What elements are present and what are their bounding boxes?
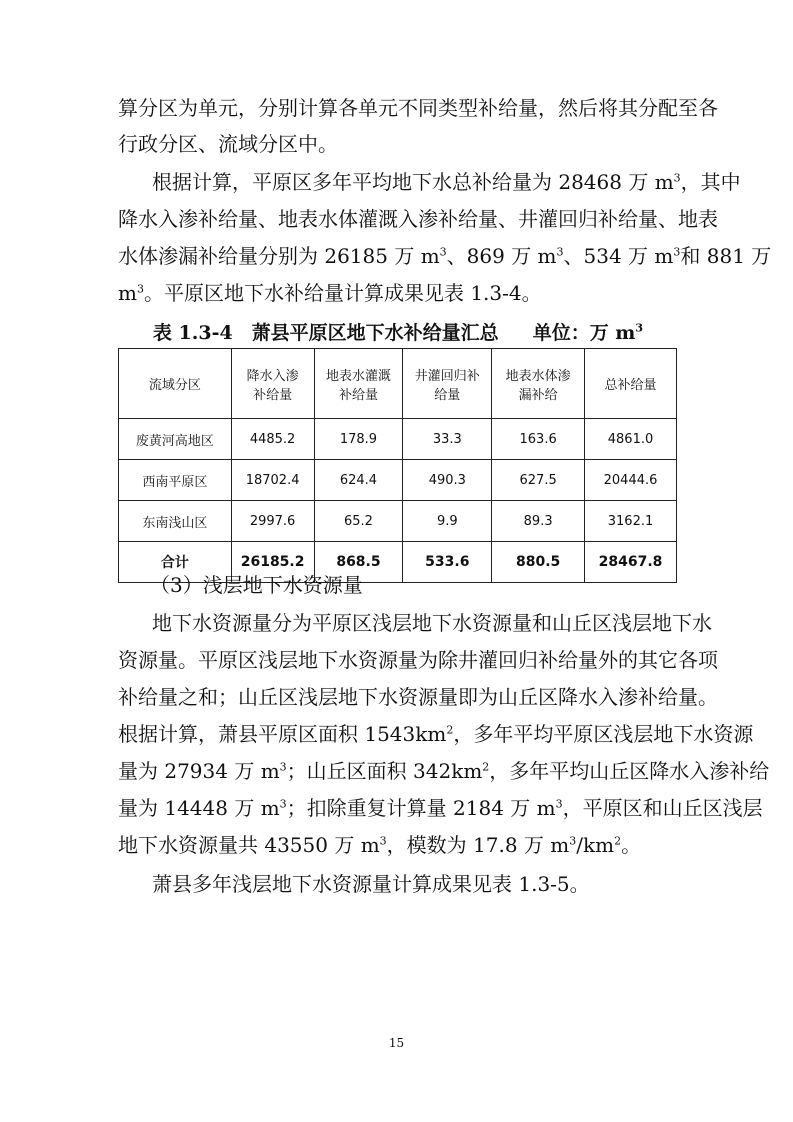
table-cell: 9.9 xyxy=(403,501,492,542)
body-text-line: $m^3$。平原区地下水补给量计算成果见表 1.3-4。 xyxy=(118,281,542,305)
table-cell: 28467.8 xyxy=(585,542,677,583)
body-text-line: 补给量之和；山丘区浅层地下水资源量即为山丘区降水入渗补给量。 xyxy=(118,685,718,709)
table-title: 表 1.3-4 萧县平原区地下水补给量汇总 xyxy=(152,322,499,344)
body-text-line: 量为 14448 万 $m^3$；扣除重复计算量 2184 万 $m^3$，平原区和山丘区浅层 xyxy=(118,796,763,820)
table-cell: 合计 xyxy=(119,542,232,583)
section-heading: （3）浅层地下水资源量 xyxy=(150,573,363,597)
table-cell: 490.3 xyxy=(403,460,492,501)
table-header-row xyxy=(119,349,677,419)
table-cell: 868.5 xyxy=(314,542,403,583)
table-cell: 26185.2 xyxy=(231,542,314,583)
table-cell: 4485.2 xyxy=(231,419,314,460)
table-cell: 西南平原区 xyxy=(119,460,232,501)
body-text-line: 萧县多年浅层地下水资源量计算成果见表 1.3-5。 xyxy=(152,872,590,896)
column-header: 流域分区 xyxy=(119,349,232,419)
table-cell: 89.3 xyxy=(492,501,585,542)
table-unit: 单位：万 $m^3$ xyxy=(532,321,644,344)
table-caption xyxy=(118,318,678,345)
body-text-line: 地下水资源量分为平原区浅层地下水资源量和山丘区浅层地下水 xyxy=(152,611,712,635)
body-text-line: 行政分区、流域分区中。 xyxy=(118,132,338,156)
table-cell: 627.5 xyxy=(492,460,585,501)
table-row xyxy=(119,419,677,460)
body-text-line: 水体渗漏补给量分别为 26185 万 $m^3$、869 万 $m^3$、534 万 $m^3$和 881 万 xyxy=(118,244,772,268)
body-text-line: 资源量。平原区浅层地下水资源量为除井灌回归补给量外的其它各项 xyxy=(118,648,718,672)
table-cell: 178.9 xyxy=(314,419,403,460)
body-text-line: 地下水资源量共 43550 万 $m^3$，模数为 17.8 万 $m^3/km^2$。 xyxy=(118,833,642,857)
table-cell: 624.4 xyxy=(314,460,403,501)
body-text-line: 根据计算，平原区多年平均地下水总补给量为 28468 万 $m^3$，其中 xyxy=(152,170,741,194)
table-cell: 533.6 xyxy=(403,542,492,583)
table-cell: 65.2 xyxy=(314,501,403,542)
table-cell: 2997.6 xyxy=(231,501,314,542)
body-text-line: 量为 27934 万 $m^3$；山丘区面积 $342km^2$，多年平均山丘区降水入渗补给 xyxy=(118,759,770,783)
table-cell: 33.3 xyxy=(403,419,492,460)
recharge-summary-table xyxy=(118,348,677,583)
column-header: 地表水体渗 漏补给 xyxy=(492,349,585,419)
table-cell: 东南浅山区 xyxy=(119,501,232,542)
body-text-line: 降水入渗补给量、地表水体灌溉入渗补给量、井灌回归补给量、地表 xyxy=(118,207,718,231)
table-cell: 3162.1 xyxy=(585,501,677,542)
table-cell: 163.6 xyxy=(492,419,585,460)
table-row xyxy=(119,501,677,542)
column-header: 井灌回归补 给量 xyxy=(403,349,492,419)
page-number: 15 xyxy=(388,1036,405,1050)
body-text-line: 算分区为单元，分别计算各单元不同类型补给量，然后将其分配至各 xyxy=(118,96,718,120)
table-cell: 20444.6 xyxy=(585,460,677,501)
table-cell: 4861.0 xyxy=(585,419,677,460)
body-text-line: 根据计算，萧县平原区面积 $1543km^2$，多年平均平原区浅层地下水资源 xyxy=(118,722,754,746)
column-header: 地表水灌溉 补给量 xyxy=(314,349,403,419)
table-cell: 880.5 xyxy=(492,542,585,583)
table-cell: 18702.4 xyxy=(231,460,314,501)
table-cell: 废黄河高地区 xyxy=(119,419,232,460)
column-header: 总补给量 xyxy=(585,349,677,419)
column-header: 降水入渗 补给量 xyxy=(231,349,314,419)
table-row xyxy=(119,460,677,501)
